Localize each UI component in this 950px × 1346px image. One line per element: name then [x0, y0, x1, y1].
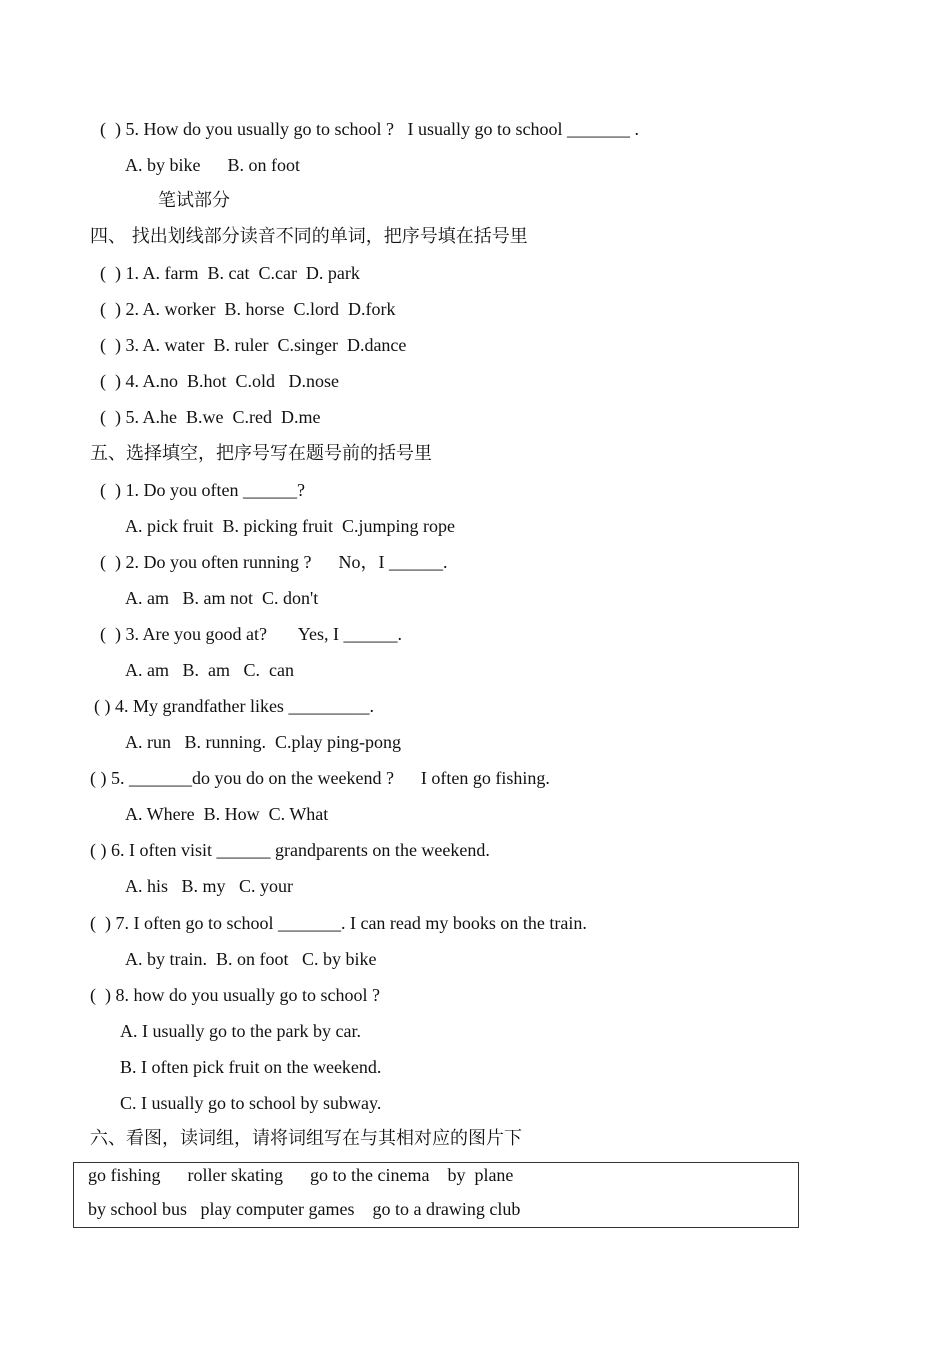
- section5-q6: ( ) 6. I often visit ______ grandparents on the weekend.: [90, 840, 490, 860]
- q5-top-options: A. by bike B. on foot: [125, 155, 300, 175]
- section5-q3: ( ) 3. Are you good at? Yes, I ______.: [100, 624, 402, 644]
- section5-q1: ( ) 1. Do you often ______?: [100, 480, 305, 500]
- section5-q4-options: A. run B. running. C.play ping-pong: [125, 732, 401, 752]
- section5-q8-option-c: C. I usually go to school by subway.: [120, 1093, 382, 1113]
- section4-item-1: ( ) 1. A. farm B. cat C.car D. park: [100, 263, 360, 283]
- written-part-label: 笔试部分: [158, 190, 230, 211]
- section5-q8-option-b: B. I often pick fruit on the weekend.: [120, 1057, 382, 1077]
- section5-q5: ( ) 5. _______do you do on the weekend ? I often go fishing.: [90, 768, 550, 788]
- phrase-box-row-1: go fishing roller skating go to the cinema by plane: [88, 1165, 514, 1185]
- section5-q4: ( ) 4. My grandfather likes _________.: [94, 696, 374, 716]
- section5-q2-options: A. am B. am not C. don't: [125, 588, 319, 608]
- section5-q6-options: A. his B. my C. your: [125, 876, 294, 896]
- section4-item-2: ( ) 2. A. worker B. horse C.lord D.fork: [100, 299, 396, 319]
- q5-top: ( ) 5. How do you usually go to school ? I usually go to school _______ .: [100, 119, 639, 139]
- section4-item-5: ( ) 5. A.he B.we C.red D.me: [100, 407, 321, 427]
- section4-item-4: ( ) 4. A.no B.hot C.old D.nose: [100, 371, 340, 391]
- section5-q5-options: A. Where B. How C. What: [125, 804, 329, 824]
- section5-q7-options: A. by train. B. on foot C. by bike: [125, 949, 377, 969]
- section5-q8: ( ) 8. how do you usually go to school ?: [90, 985, 380, 1005]
- section5-q7: ( ) 7. I often go to school _______. I can read my books on the train.: [90, 913, 587, 933]
- phrase-box-row-2: by school bus play computer games go to a drawing club: [88, 1199, 521, 1219]
- section4-item-3: ( ) 3. A. water B. ruler C.singer D.dance: [100, 335, 407, 355]
- section5-q3-options: A. am B. am C. can: [125, 660, 294, 680]
- phrase-box: [73, 1162, 799, 1228]
- section6-title: 六、看图，读词组，请将词组写在与其相对应的图片下: [90, 1128, 522, 1149]
- section5-q8-option-a: A. I usually go to the park by car.: [120, 1021, 361, 1041]
- section4-title: 四、 找出划线部分读音不同的单词，把序号填在括号里: [90, 226, 528, 247]
- section5-q2: ( ) 2. Do you often running ? No，I ______.: [100, 552, 448, 572]
- section5-title: 五、选择填空，把序号写在题号前的括号里: [90, 443, 432, 464]
- section5-q1-options: A. pick fruit B. picking fruit C.jumping rope: [125, 516, 455, 536]
